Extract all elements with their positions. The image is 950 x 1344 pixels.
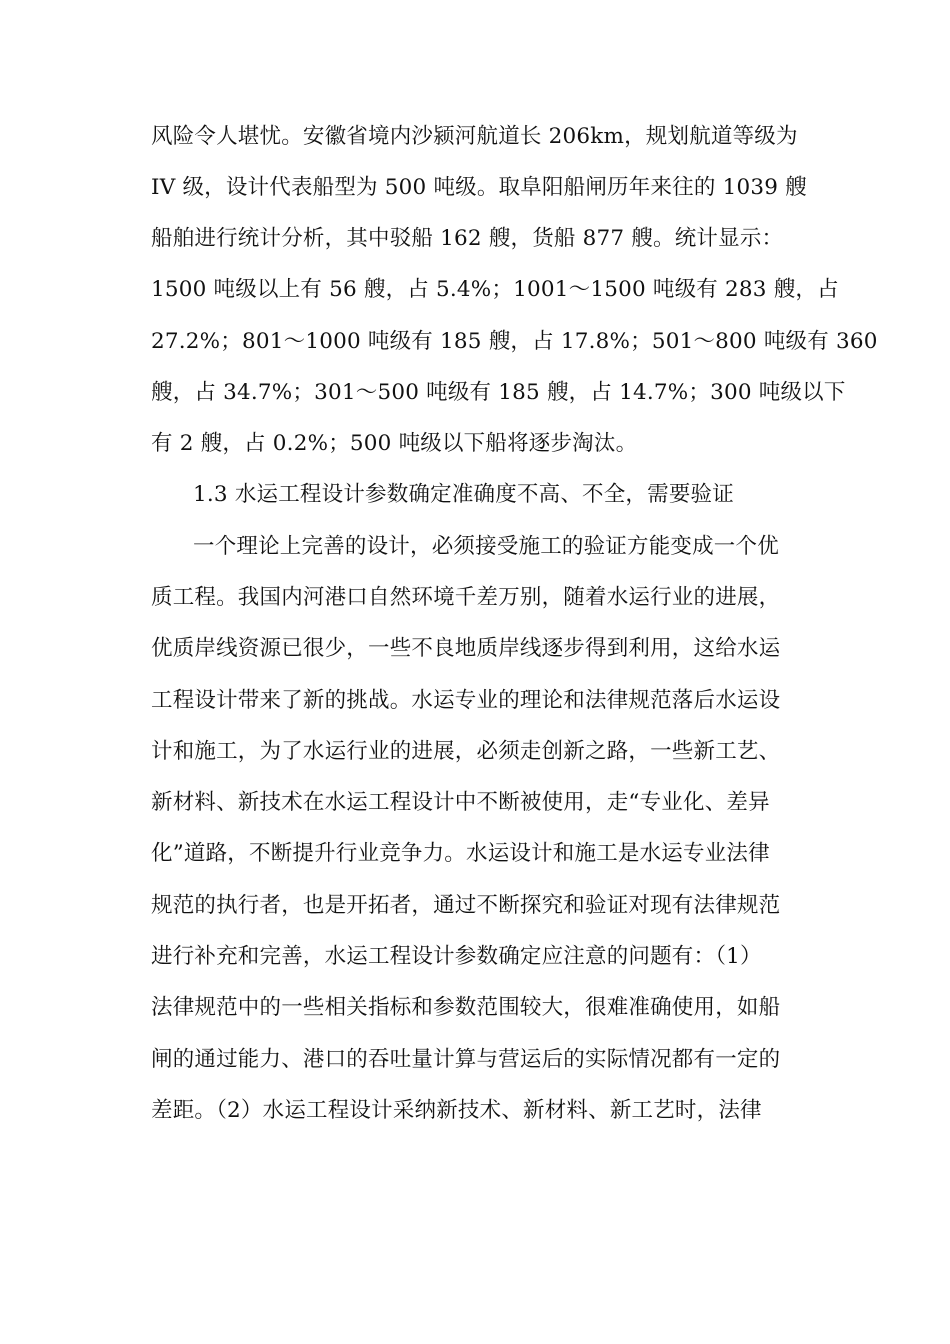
paragraph-line: 有 2 艘，占 0.2%；500 吨级以下船将逐步淘汰。: [151, 431, 638, 456]
paragraph-line: 规范的执行者，也是开拓者，通过不断探究和验证对现有法律规范: [151, 893, 781, 918]
paragraph-line: 1500 吨级以上有 56 艘，占 5.4%；1001～1500 吨级有 283 艘，占: [151, 277, 839, 302]
paragraph-line: 27.2%；801～1000 吨级有 185 艘，占 17.8%；501～800 吨级有 360: [151, 329, 878, 354]
paragraph-line: 质工程。我国内河港口自然环境千差万别，随着水运行业的进展，: [151, 585, 781, 610]
paragraph-line: 差距。（2）水运工程设计采纳新技术、新材料、新工艺时，法律: [151, 1098, 762, 1123]
paragraph-line: 一个理论上完善的设计，必须接受施工的验证方能变成一个优: [193, 534, 779, 559]
paragraph-line: 艘，占 34.7%；301～500 吨级有 185 艘，占 14.7%；300 吨级以下: [151, 380, 846, 405]
paragraph-line: 进行补充和完善，水运工程设计参数确定应注意的问题有：（1）: [151, 944, 762, 969]
paragraph-line: 化”道路，不断提升行业竞争力。水运设计和施工是水运专业法律: [151, 841, 770, 866]
paragraph-line: 闸的通过能力、港口的吞吐量计算与营运后的实际情况都有一定的: [151, 1047, 781, 1072]
paragraph-line: 风险令人堪忧。安徽省境内沙颍河航道长 206km，规划航道等级为: [151, 124, 798, 149]
paragraph-line: 优质岸线资源已很少，一些不良地质岸线逐步得到利用，这给水运: [151, 636, 781, 661]
paragraph-line: 计和施工，为了水运行业的进展，必须走创新之路，一些新工艺、: [151, 739, 781, 764]
paragraph-line: 船舶进行统计分析，其中驳船 162 艘，货船 877 艘。统计显示：: [151, 226, 784, 251]
paragraph-line: IV 级，设计代表船型为 500 吨级。取阜阳船闸历年来往的 1039 艘: [151, 175, 807, 200]
paragraph-line: 法律规范中的一些相关指标和参数范围较大，很难准确使用，如船: [151, 995, 781, 1020]
paragraph-line: 工程设计带来了新的挑战。水运专业的理论和法律规范落后水运设: [151, 688, 781, 713]
section-heading: 1.3 水运工程设计参数确定准确度不高、不全，需要验证: [193, 482, 734, 507]
paragraph-line: 新材料、新技术在水运工程设计中不断被使用，走“专业化、差异: [151, 790, 770, 815]
